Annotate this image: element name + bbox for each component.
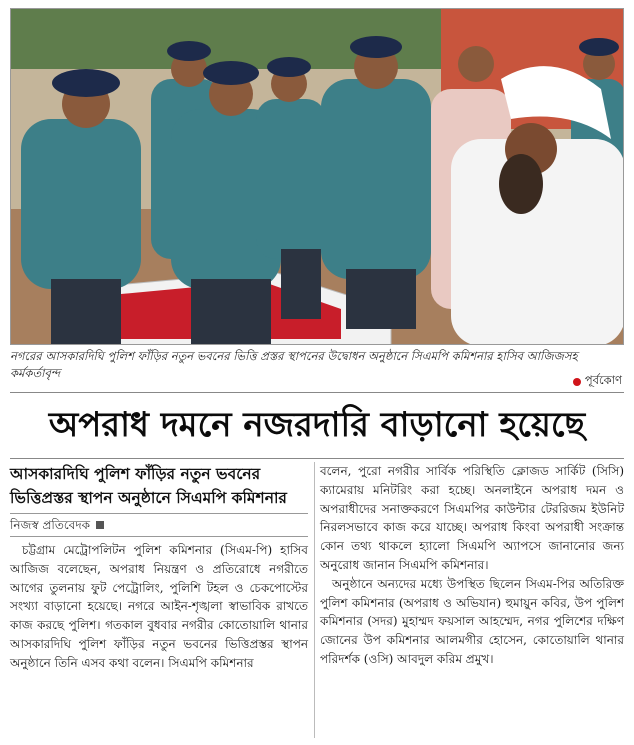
divider — [10, 536, 308, 537]
left-column — [10, 462, 308, 673]
divider — [10, 392, 624, 393]
photo-credit — [573, 372, 622, 391]
article-body-right — [320, 462, 624, 669]
article-body-left — [10, 541, 308, 673]
photo-illustration — [11, 9, 624, 345]
column-separator — [314, 462, 315, 738]
paragraph: অনুষ্ঠানে অন্যদের মধ্যে উপস্থিত ছিলেন সিএম-পির অতিরিক্ত পুলিশ কমিশনার (অপরাধ ও অভিযান) হুমায়ুন কবির, উপ পুলিশ কমিশনার (সদর) মুহাম্মদ ফয়সাল আহম্মেদ, নগর পুলিশের দক্ষিণ জোনের উপ কমিশনার আলমগীর হোসেন, কোতোয়ালি থানার পরিদর্শক (ওসি) আবদুল করিম প্রমুখ। — [320, 576, 624, 666]
square-bullet-icon — [96, 521, 104, 529]
right-column — [320, 462, 624, 669]
red-dot-icon — [573, 378, 581, 386]
paragraph: চট্টগ্রাম মেট্রোপলিটন পুলিশ কমিশনার (সিএম-পি) হাসিব আজিজ বলেছেন, অপরাধ নিয়ন্ত্রণ ও প্রতিরোধে নগরীতে আগের তুলনায় ফুট পেট্রোলিং, পুলিশি টহল ও চেকপোস্টের সংখ্যা বাড়ানো হয়েছে। নগরে আইন-শৃঙ্খলা স্বাভাবিক রাখতে কাজ করছে পুলিশ। গতকাল বুধবার নগরীর কোতোয়ালি থানার আসকারদিঘি পুলিশ ফাঁড়ির নতুন ভবনের ভিত্তিপ্রস্তর স্থাপন অনুষ্ঠানে তিনি এসব কথা বলেন। সিএমপি কমিশনার — [10, 543, 308, 670]
byline — [10, 514, 308, 536]
headline: অপরাধ দমনে নজরদারি বাড়ানো হয়েছে — [48, 405, 586, 445]
photo-credit-label: পূর্বকোণ — [584, 373, 622, 387]
news-photo — [10, 8, 624, 345]
photo-caption: নগরের আসকারদিঘি পুলিশ ফাঁড়ির নতুন ভবনের ভিত্তি প্রস্তর স্থাপনের উদ্বোধন অনুষ্ঠানে সিএমপি কমিশনার হাসিব আজিজসহ কর্মকর্তাবৃন্দ — [10, 349, 578, 380]
divider — [10, 458, 624, 459]
byline-text: নিজস্ব প্রতিবেদক — [10, 518, 91, 532]
subheadline: আসকারদিঘি পুলিশ ফাঁড়ির নতুন ভবনের ভিত্তিপ্রস্তর স্থাপন অনুষ্ঠানে সিএমপি কমিশনার — [10, 462, 308, 514]
paragraph: বলেন, পুরো নগরীর সার্বিক পরিস্থিতি ক্লোজড সার্কিট (সিসি) ক্যামেরায় মনিটরিং করা হচ্ছে। অনলাইনে অপরাধ দমন ও অপরাধীদের সনাক্তকরণে সিএমপির কাউন্টার টেররিজম ইউনিট নিরলসভাবে কাজ করে যাচ্ছে। অপরাধ কিংবা অপরাধী সংক্রান্ত কোন তথ্য থাকলে হ্যালো সিএমপি অ্যাপসে জানানোর জন্য অনুরোধ জানান সিএমপি কমিশনার। — [320, 464, 624, 572]
